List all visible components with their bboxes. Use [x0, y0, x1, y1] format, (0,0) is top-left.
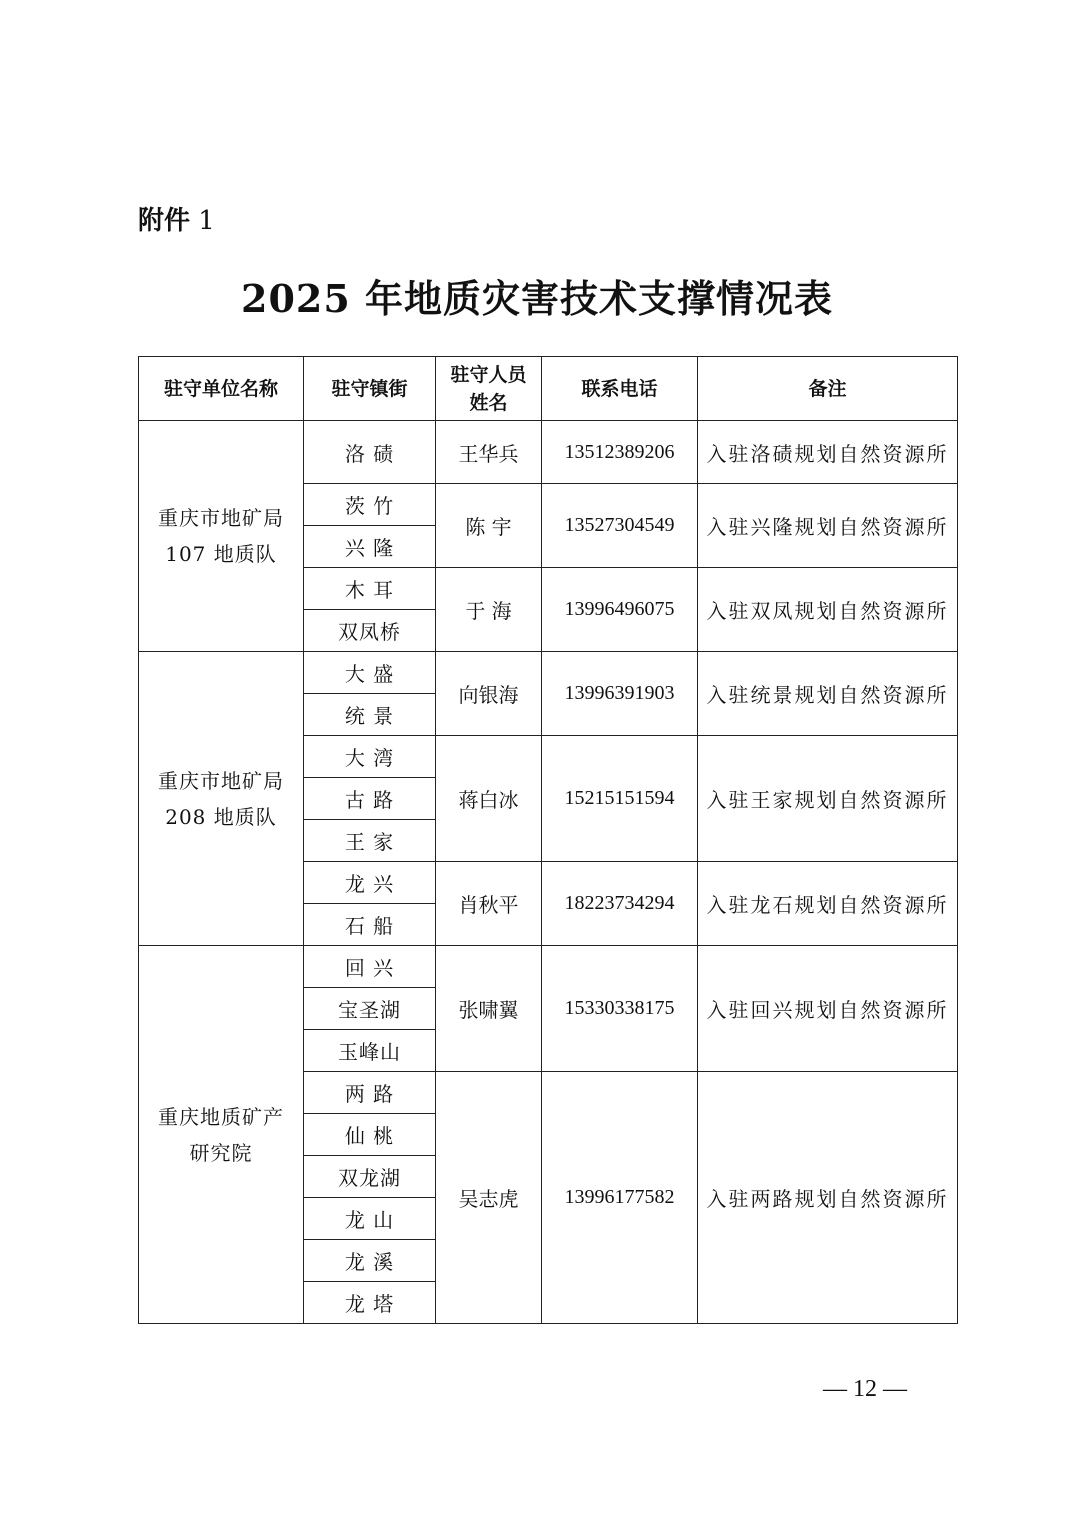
support-table: [138, 356, 958, 1324]
table-row: [139, 421, 958, 484]
table-row: [139, 946, 958, 988]
header-person: 驻守人员姓名: [436, 357, 542, 421]
table-header-row: [139, 357, 958, 421]
header-unit: 驻守单位名称: [139, 357, 304, 421]
phone-cell: 13996391903: [542, 652, 698, 736]
phone-cell: 13512389206: [542, 421, 698, 484]
note-cell: 入驻两路规划自然资源所: [698, 1072, 958, 1324]
note-cell: 入驻王家规划自然资源所: [698, 736, 958, 862]
town-cell: 龙 塔: [304, 1282, 436, 1324]
town-cell: 古 路: [304, 778, 436, 820]
town-cell: 双凤桥: [304, 610, 436, 652]
town-cell: 两 路: [304, 1072, 436, 1114]
header-note: 备注: [698, 357, 958, 421]
person-cell: 陈 宇: [436, 484, 542, 568]
town-cell: 统 景: [304, 694, 436, 736]
attachment-number: 1: [198, 206, 215, 236]
table-row: [139, 652, 958, 694]
page-title: 2025 年地质灾害技术支撑情况表: [241, 276, 833, 321]
town-cell: 龙 山: [304, 1198, 436, 1240]
person-cell: 向银海: [436, 652, 542, 736]
town-cell: 石 船: [304, 904, 436, 946]
town-cell: 龙 溪: [304, 1240, 436, 1282]
person-cell: 肖秋平: [436, 862, 542, 946]
town-cell: 双龙湖: [304, 1156, 436, 1198]
town-cell: 宝圣湖: [304, 988, 436, 1030]
person-cell: 蒋白冰: [436, 736, 542, 862]
phone-cell: 15330338175: [542, 946, 698, 1072]
town-cell: 仙 桃: [304, 1114, 436, 1156]
attachment-label: 附件: [138, 206, 191, 236]
town-cell: 玉峰山: [304, 1030, 436, 1072]
person-cell: 吴志虎: [436, 1072, 542, 1324]
town-cell: 洛 碛: [304, 421, 436, 484]
town-cell: 兴 隆: [304, 526, 436, 568]
town-cell: 大 盛: [304, 652, 436, 694]
note-cell: 入驻洛碛规划自然资源所: [698, 421, 958, 484]
note-cell: 入驻龙石规划自然资源所: [698, 862, 958, 946]
attachment-heading: [138, 200, 215, 237]
phone-cell: 15215151594: [542, 736, 698, 862]
note-cell: 入驻双凤规划自然资源所: [698, 568, 958, 652]
note-cell: 入驻回兴规划自然资源所: [698, 946, 958, 1072]
town-cell: 回 兴: [304, 946, 436, 988]
note-cell: 入驻兴隆规划自然资源所: [698, 484, 958, 568]
town-cell: 大 湾: [304, 736, 436, 778]
person-cell: 于 海: [436, 568, 542, 652]
header-town: 驻守镇街: [304, 357, 436, 421]
phone-cell: 18223734294: [542, 862, 698, 946]
unit-name-cell: 重庆市地矿局107 地质队: [139, 421, 304, 652]
table-body: [139, 421, 958, 1324]
town-cell: 龙 兴: [304, 862, 436, 904]
phone-cell: 13996177582: [542, 1072, 698, 1324]
person-cell: 王华兵: [436, 421, 542, 484]
unit-name-cell: 重庆市地矿局208 地质队: [139, 652, 304, 946]
person-cell: 张啸翼: [436, 946, 542, 1072]
phone-cell: 13996496075: [542, 568, 698, 652]
unit-name-cell: 重庆地质矿产研究院: [139, 946, 304, 1324]
header-phone: 联系电话: [542, 357, 698, 421]
town-cell: 王 家: [304, 820, 436, 862]
town-cell: 木 耳: [304, 568, 436, 610]
note-cell: 入驻统景规划自然资源所: [698, 652, 958, 736]
phone-cell: 13527304549: [542, 484, 698, 568]
page-number: — 12 —: [823, 1376, 907, 1402]
town-cell: 茨 竹: [304, 484, 436, 526]
